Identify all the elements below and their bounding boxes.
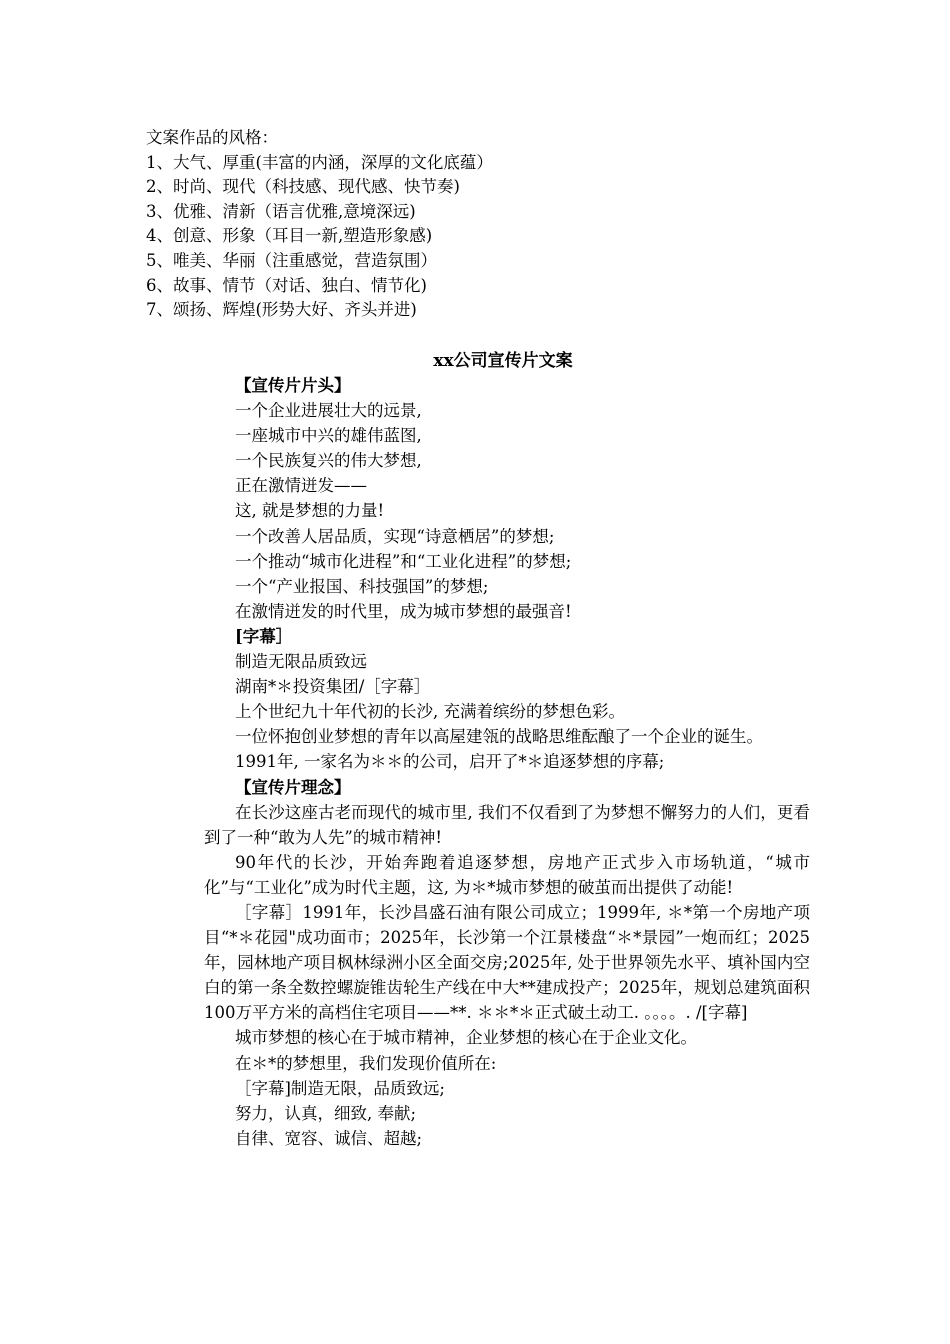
- section-heading: [字幕］: [235, 626, 293, 646]
- body-paragraph: 自律、宽容、诚信、超越;: [235, 1128, 423, 1148]
- styles-section: [146, 126, 806, 323]
- section-heading: 【宣传片片头】: [235, 376, 351, 395]
- body-paragraph: 湖南*＊投资集团/［字幕］: [235, 677, 431, 697]
- body-paragraph: 一个改善人居品质，实现“诗意栖居”的梦想;: [235, 526, 555, 546]
- body-paragraph: 制造无限品质致远: [235, 652, 367, 672]
- style-item: 7、颂扬、辉煌(形势大好、齐头并进): [146, 300, 417, 320]
- body-paragraph: 上个世纪九十年代初的长沙, 充满着缤纷的梦想色彩。: [235, 702, 625, 722]
- body-paragraph: 一个推动“城市化进程”和“工业化进程”的梦想;: [235, 551, 572, 571]
- body-paragraph: 一个民族复兴的伟大梦想,: [235, 451, 422, 471]
- style-item: 3、优雅、清新（语言优雅,意境深远): [146, 201, 416, 221]
- style-item: 1、大气、厚重(丰富的内涵，深厚的文化底蕴）: [146, 152, 493, 172]
- style-item: 2、时尚、现代（科技感、现代感、快节奏): [146, 177, 460, 197]
- body-paragraph: 这, 就是梦想的力量!: [235, 501, 385, 521]
- body-paragraph: 正在激情迸发——: [235, 476, 367, 496]
- body-paragraph: 一个企业进展壮大的远景,: [235, 401, 422, 421]
- body-paragraph: 一位怀抱创业梦想的青年以高屋建瓴的战略思维酝酿了一个企业的诞生。: [235, 727, 763, 747]
- body-paragraph: 1991年, 一家名为＊＊的公司，启开了*＊追逐梦想的序幕;: [235, 752, 665, 772]
- body-paragraph: ［字幕]制造无限，品质致远;: [235, 1078, 445, 1098]
- body-paragraph: 90年代的长沙，开始奔跑着追逐梦想，房地产正式步入市场轨道，“城市化”与“工业化”成为时代主题，这, 为＊*城市梦想的破茧而出提供了动能!: [204, 852, 810, 897]
- document-title: xx公司宣传片文案: [433, 351, 573, 371]
- section-heading: 【宣传片理念】: [235, 777, 351, 797]
- body-paragraph: 在长沙这座古老而现代的城市里, 我们不仅看到了为梦想不懈努力的人们，更看到了一种“敢为人先”的城市精神!: [204, 802, 810, 847]
- style-item: 5、唯美、华丽（注重感觉，营造氛围）: [146, 250, 437, 270]
- body-paragraph: 在激情迸发的时代里，成为城市梦想的最强音!: [235, 601, 572, 621]
- document-body: [204, 373, 810, 1151]
- body-paragraph: 在＊*的梦想里，我们发现价值所在:: [235, 1053, 497, 1073]
- body-paragraph: 一个“产业报国、科技强国”的梦想;: [235, 576, 489, 596]
- style-item: 6、故事、情节（对话、独白、情节化): [146, 275, 427, 295]
- body-paragraph: 努力，认真，细致, 奉献;: [235, 1103, 417, 1123]
- body-paragraph: 城市梦想的核心在于城市精神，企业梦想的核心在于企业文化。: [235, 1028, 697, 1048]
- body-paragraph: 一座城市中兴的雄伟蓝图,: [235, 426, 422, 446]
- styles-section-title: 文案作品的风格：: [146, 128, 278, 147]
- style-item: 4、创意、形象（耳目一新,塑造形象感): [146, 226, 433, 246]
- body-paragraph: ［字幕］1991年，长沙昌盛石油有限公司成立；1999年, ＊*第一个房地产项目“*＊花园"成功面市；2025年，长沙第一个江景楼盘“＊*景园”一炮而红；2025年，园林地产项目枫林绿洲小区全面交房;2025年, 处于世界领先水平、填补国内空白的第一条全数控螺旋锥齿轮生产线在中大**建成投产；2025年，规划总建筑面积100万平方米的高档住宅项目——**. ＊＊*＊正式破土动工. 。。。。. /[字幕]: [204, 902, 810, 1023]
